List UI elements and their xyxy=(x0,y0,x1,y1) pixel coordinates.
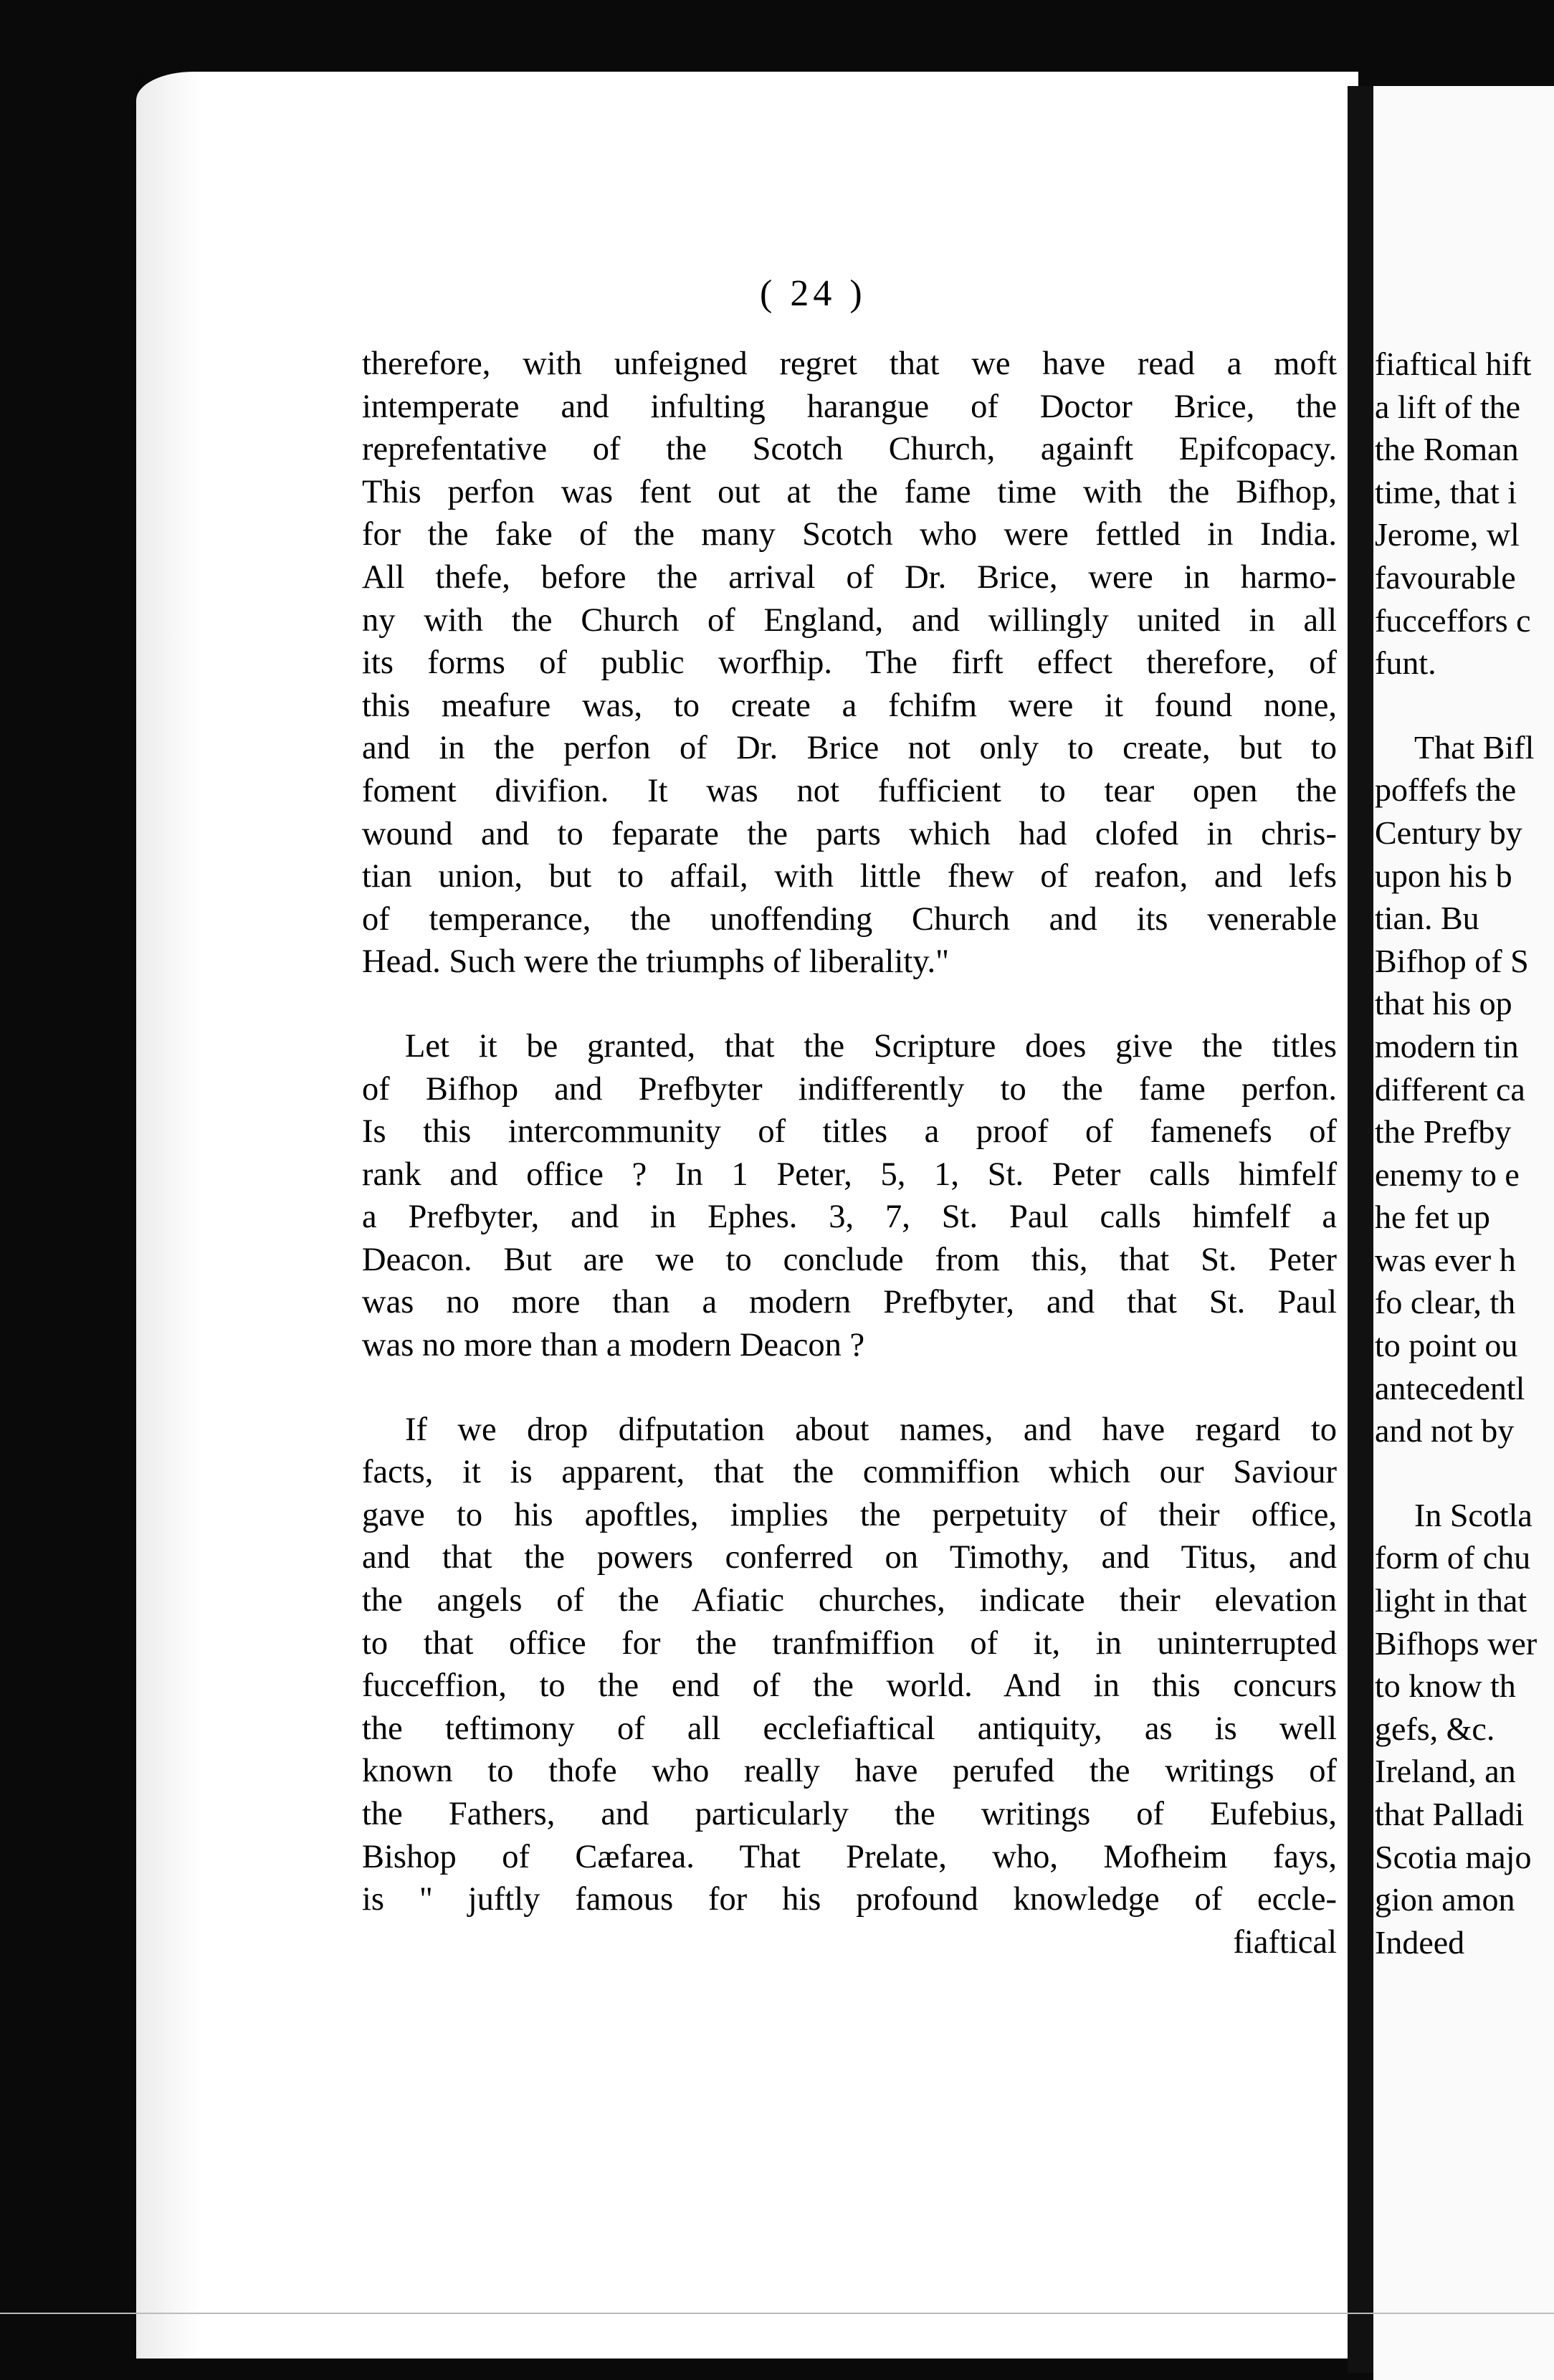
text-line: rank and office ? In 1 Peter, 5, 1, St. Peter calls himfelf xyxy=(362,1156,1337,1193)
text-line: Ireland, an xyxy=(1375,1753,1516,1790)
text-line: Century by xyxy=(1375,814,1522,851)
text-line: Head. Such were the triumphs of liberality." xyxy=(362,943,950,981)
text-line: wound and to feparate the parts which had clofed in chris- xyxy=(362,815,1337,852)
text-line: ny with the Church of England, and willingly united in all xyxy=(362,601,1337,639)
text-line: that Palladi xyxy=(1375,1796,1525,1832)
text-line: to know th xyxy=(1375,1667,1516,1705)
text-line: gion amon xyxy=(1375,1881,1515,1918)
text-line: is " juftly famous for his profound knowledge of eccle- xyxy=(362,1881,1337,1918)
text-line: antecedentl xyxy=(1375,1369,1525,1406)
text-line: tian union, but to affail, with little fhew of reafon, and lefs xyxy=(362,858,1337,895)
paragraph-2 xyxy=(362,1025,1337,1367)
text-line: favourable xyxy=(1375,558,1516,596)
text-line: foment divifion. It was not fufficient to tear open the xyxy=(362,772,1337,809)
text-line: reprefentative of the Scotch Church, againft Epifcopacy. xyxy=(362,431,1337,468)
paragraph-1 xyxy=(362,343,1337,984)
paragraph-3 xyxy=(362,1409,1337,1921)
text-line: known to thofe who really have perufed the writings of xyxy=(362,1753,1337,1790)
text-line: light in that xyxy=(1375,1582,1527,1619)
text-line: he fet up xyxy=(1375,1199,1490,1236)
text-line: and in the perfon of Dr. Brice not only to create, but to xyxy=(362,730,1337,767)
text-line: modern tin xyxy=(1375,1027,1519,1065)
text-line: the teftimony of all ecclefiaftical antiquity, as is well xyxy=(362,1710,1337,1747)
text-line: and not by xyxy=(1375,1412,1515,1450)
text-line: of Bifhop and Prefbyter indifferently to the fame perfon. xyxy=(362,1070,1337,1108)
right-page-cropped-text xyxy=(1375,343,1554,1964)
text-line: different ca xyxy=(1375,1070,1525,1108)
text-line: a lift of the xyxy=(1375,388,1521,425)
text-line: Jerome, wl xyxy=(1375,516,1520,553)
text-line: the angels of the Afiatic churches, indicate their elevation xyxy=(362,1582,1337,1619)
text-line: Let it be granted, that the Scripture does give the titles xyxy=(405,1027,1337,1065)
text-line: All thefe, before the arrival of Dr. Brice, were in harmo- xyxy=(362,558,1337,596)
page-number-header: ( 24 ) xyxy=(760,273,867,314)
text-line: poffefs the xyxy=(1375,771,1517,809)
text-line: This perfon was fent out at the fame time with the Bifhop, xyxy=(362,473,1337,510)
text-line: gave to his apoftles, implies the perpetuity of their office, xyxy=(362,1496,1337,1533)
text-line: fiaftical hift xyxy=(1375,346,1532,382)
text-line: Scotia majo xyxy=(1375,1838,1532,1875)
text-line: That Bifl xyxy=(1414,728,1535,766)
text-line: therefore, with unfeigned regret that we have read a moft xyxy=(362,346,1337,382)
text-line: enemy to e xyxy=(1375,1156,1520,1193)
text-line: Indeed xyxy=(1375,1923,1465,1961)
text-line: this meafure was, to create a fchifm were it found none, xyxy=(362,687,1337,724)
text-line: If we drop difputation about names, and have regard to xyxy=(405,1411,1337,1448)
text-line: of temperance, the unoffending Church and its venerable xyxy=(362,900,1337,938)
text-line: Bishop of Cæfarea. That Prelate, who, Mofheim fays, xyxy=(362,1838,1337,1875)
text-line: funt. xyxy=(1375,644,1436,682)
catchword: fiaftical xyxy=(1233,1923,1337,1961)
text-line: and that the powers conferred on Timothy, and Titus, and xyxy=(362,1539,1337,1576)
text-line: upon his b xyxy=(1375,857,1512,894)
text-line: Deacon. But are we to conclude from this, that St. Peter xyxy=(362,1241,1337,1278)
text-line: form of chu xyxy=(1375,1539,1531,1576)
text-line: Is this intercommunity of titles a proof of famenefs of xyxy=(362,1113,1337,1151)
text-line: the Prefby xyxy=(1375,1113,1512,1151)
text-line: a Prefbyter, and in Ephes. 3, 7, St. Paul calls himfelf a xyxy=(362,1199,1337,1236)
text-line: the Roman xyxy=(1375,431,1519,468)
text-line: was no more than a modern Deacon ? xyxy=(362,1327,865,1364)
text-line: In Scotla xyxy=(1414,1496,1532,1533)
text-line: tian. Bu xyxy=(1375,900,1479,937)
text-line: for the fake of the many Scotch who were fettled in India. xyxy=(362,516,1337,553)
text-line: Bifhops wer xyxy=(1375,1624,1538,1662)
left-page-body xyxy=(362,343,1337,1964)
text-line: Bifhop of S xyxy=(1375,942,1529,979)
text-line: fucceffors c xyxy=(1375,601,1531,639)
text-line: gefs, &c. xyxy=(1375,1710,1495,1747)
text-line: fo clear, th xyxy=(1375,1284,1516,1321)
book-gutter xyxy=(1348,86,1373,2373)
text-line: its forms of public worfhip. The firft effect therefore, of xyxy=(362,644,1337,682)
text-line: was ever h xyxy=(1375,1241,1516,1278)
text-line: the Fathers, and particularly the writings of Eufebius, xyxy=(362,1796,1337,1832)
scan-line-divider xyxy=(0,2313,1554,2314)
text-line: fucceffion, to the end of the world. And in this concurs xyxy=(362,1667,1337,1705)
text-line: was no more than a modern Prefbyter, and that St. Paul xyxy=(362,1284,1337,1321)
text-line: to point ou xyxy=(1375,1327,1518,1364)
text-line: that his op xyxy=(1375,985,1512,1022)
text-line: intemperate and infulting harangue of Doctor Brice, the xyxy=(362,388,1337,425)
text-line: time, that i xyxy=(1375,473,1517,510)
text-line: to that office for the tranfmiffion of it, in uninterrupted xyxy=(362,1624,1337,1662)
text-line: facts, it is apparent, that the commiffion which our Saviour xyxy=(362,1454,1337,1491)
